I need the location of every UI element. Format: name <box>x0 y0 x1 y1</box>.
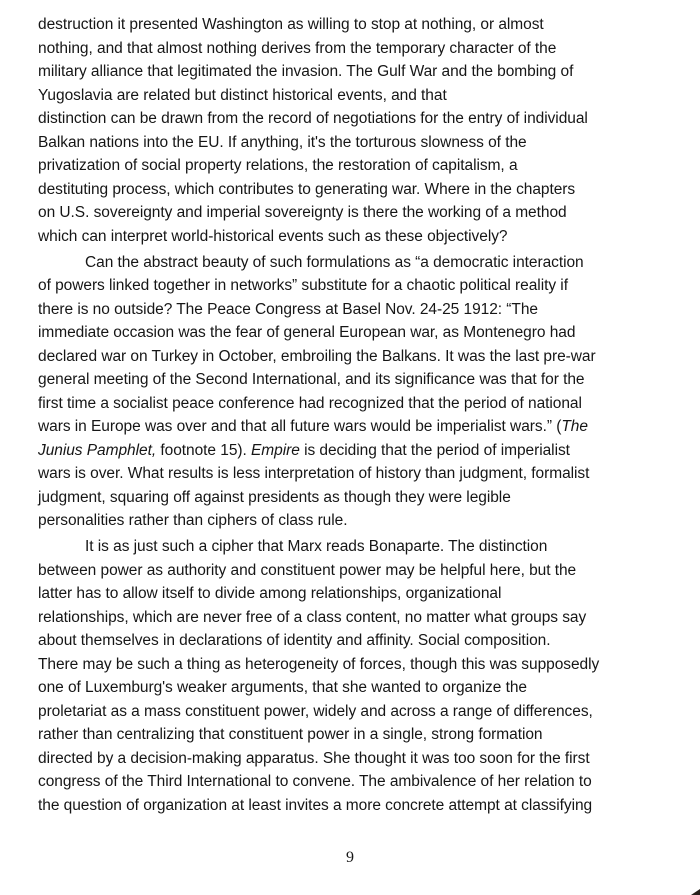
text-segment: Can the abstract beauty of such formulations as “a democratic interaction <box>85 253 584 271</box>
italic-text-segment: The <box>561 418 588 435</box>
text-line <box>38 606 688 630</box>
text-segment: proletariat as a mass constituent power, widely and across a range of differences, <box>38 702 593 720</box>
text-line <box>38 723 688 747</box>
text-segment: footnote 15). <box>156 441 252 459</box>
text-line <box>38 368 688 392</box>
italic-text-segment: Empire <box>251 441 300 459</box>
text-line <box>38 582 688 606</box>
text-segment: latter has to allow itself to divide among relationships, organizational <box>38 585 502 602</box>
text-segment: wars is over. What results is less interpretation of history than judgment, formalist <box>38 465 590 482</box>
text-segment: declared war on Turkey in October, embroiling the Balkans. It was the last pre-war <box>38 347 596 365</box>
text-segment: one of Luxemburg's weaker arguments, that she wanted to organize the <box>38 679 527 696</box>
text-segment: destruction it presented Washington as willing to stop at nothing, or almost <box>38 16 544 33</box>
text-line <box>38 747 688 771</box>
text-segment: distinction can be drawn from the record of negotiations for the entry of individual <box>38 110 588 127</box>
text-line <box>38 462 688 486</box>
text-segment: rather than centralizing that constituent power in a single, strong formation <box>38 726 543 743</box>
text-line <box>38 770 688 794</box>
text-segment: of powers linked together in networks” substitute for a chaotic political reality if <box>38 277 568 294</box>
text-line <box>38 60 688 84</box>
text-segment: military alliance that legitimated the invasion. The Gulf War and the bombing of <box>38 63 574 80</box>
text-segment: Yugoslavia are related but distinct historical events, and that <box>38 86 447 104</box>
text-line <box>38 251 688 275</box>
text-segment: judgment, squaring off against presidents as though they were legible <box>38 488 511 506</box>
text-line <box>38 178 688 202</box>
text-line <box>38 509 688 533</box>
text-line <box>38 84 688 108</box>
page-text <box>38 13 688 817</box>
text-line <box>38 794 688 818</box>
text-line <box>38 321 688 345</box>
text-segment: first time a socialist peace conference had recognized that the period of national <box>38 394 582 412</box>
text-segment: between power as authority and constituent power may be helpful here, but the <box>38 561 577 579</box>
scan-corner-artifact <box>691 889 700 895</box>
text-line <box>38 131 688 155</box>
text-segment: there is no outside? The Peace Congress at Basel Nov. 24-25 1912: “The <box>38 300 538 318</box>
text-segment: which can interpret world-historical events such as these objectively? <box>38 227 508 245</box>
text-line <box>38 415 688 439</box>
text-line <box>38 629 688 653</box>
text-segment: immediate occasion was the fear of general European war, as Montenegro had <box>38 324 576 341</box>
page-number: 9 <box>346 849 354 866</box>
text-segment: directed by a decision-making apparatus. She thought it was too soon for the first <box>38 749 590 767</box>
text-segment: nothing, and that almost nothing derives from the temporary character of the <box>38 39 557 57</box>
text-line <box>38 486 688 510</box>
text-line <box>38 13 688 37</box>
text-line <box>38 559 688 583</box>
text-segment: personalities rather than ciphers of class rule. <box>38 512 348 529</box>
text-segment: relationships, which are never free of a class content, no matter what groups say <box>38 608 587 626</box>
text-line <box>38 700 688 724</box>
text-segment: is deciding that the period of imperialist <box>299 441 570 459</box>
text-segment: general meeting of the Second International, and its significance was that for the <box>38 371 585 388</box>
text-segment: privatization of social property relations, the restoration of capitalism, a <box>38 157 518 174</box>
text-segment: destituting process, which contributes to generating war. Where in the chapters <box>38 180 576 198</box>
text-line <box>38 37 688 61</box>
text-segment: It is as just such a cipher that Marx reads Bonaparte. The distinction <box>85 538 548 555</box>
text-segment: on U.S. sovereignty and imperial sovereignty is there the working of a method <box>38 204 567 221</box>
text-line <box>38 676 688 700</box>
text-segment: the question of organization at least invites a more concrete attempt at classifying <box>38 796 593 814</box>
text-line <box>38 653 688 677</box>
text-line <box>38 274 688 298</box>
italic-text-segment: Junius Pamphlet, <box>38 441 157 459</box>
text-line <box>38 298 688 322</box>
text-line <box>38 154 688 178</box>
text-line <box>38 201 688 225</box>
text-segment: Balkan nations into the EU. If anything, it's the torturous slowness of the <box>38 133 527 151</box>
text-line <box>38 225 688 249</box>
text-line <box>38 439 688 463</box>
text-segment: about themselves in declarations of identity and affinity. Social composition. <box>38 632 551 649</box>
text-segment: wars in Europe was over and that all future wars would be imperialist wars.” ( <box>38 418 562 435</box>
text-line <box>38 392 688 416</box>
text-line <box>38 107 688 131</box>
text-line <box>38 535 688 559</box>
text-segment: congress of the Third International to convene. The ambivalence of her relation to <box>38 773 592 790</box>
text-segment: There may be such a thing as heterogeneity of forces, though this was supposedly <box>38 655 600 673</box>
text-line <box>38 345 688 369</box>
